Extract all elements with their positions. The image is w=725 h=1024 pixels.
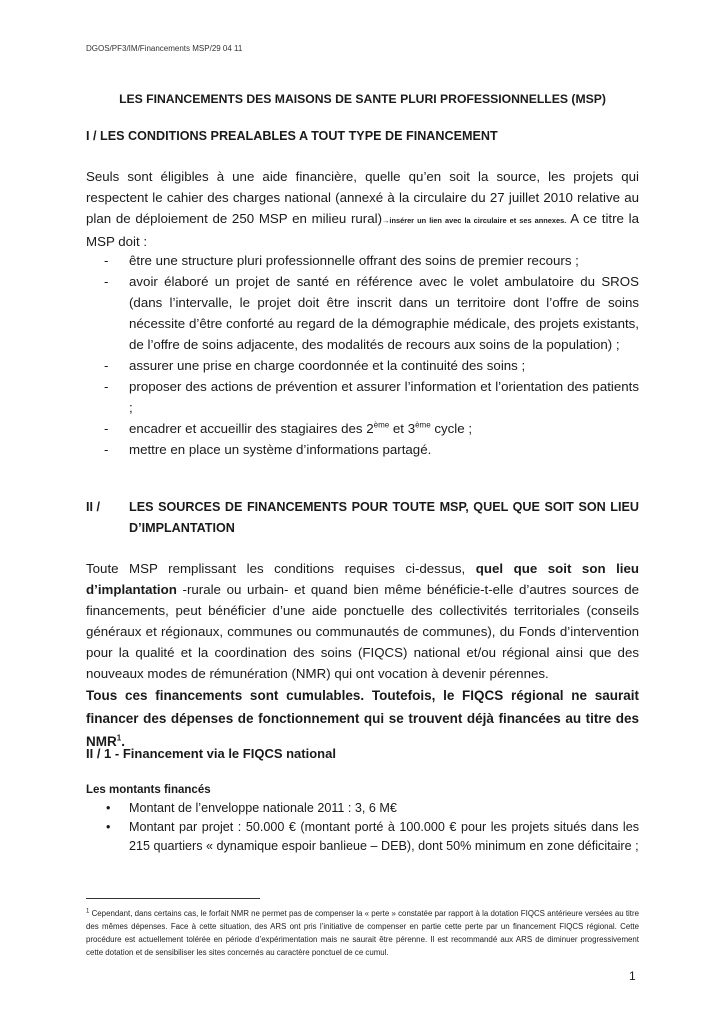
list-item-text: Montant par projet : 50.000 € (montant porté à 100.000 € pour les projets situés dans les 215 quartiers « dynamique espoir banlieue – DEB), dont 50% minimum en zone déficitaire ;	[129, 820, 639, 853]
section-1-heading: I / LES CONDITIONS PREALABLES A TOUT TYPE DE FINANCEMENT	[86, 129, 498, 143]
bullet-icon: •	[106, 820, 111, 834]
dash-marker: -	[104, 379, 109, 394]
superscript: ème	[415, 420, 431, 430]
dash-marker: -	[104, 442, 109, 457]
footnote-text: Cependant, dans certains cas, le forfait NMR ne permet pas de compenser la « perte » constatée par rapport à la dotation FIQCS antérieure versées au titre des mêmes dépenses. Face à cette situation, des ARS ont pris l’initiative de compenser en partie cette perte par un financement FIQCS régional. Cette procédure est actuellement tolérée en période d’expérimentation mais ne saurait être pérenne. Il est recommandé aux ARS de diminuer progressivement cette dotation et de sensibiliser les sites concernés au caractère ponctuel de ce cumul.	[86, 909, 639, 957]
page-number: 1	[629, 969, 636, 983]
document-reference: DGOS/PF3/IM/Financements MSP/29 04 11	[86, 44, 243, 53]
list-item-text: cycle ;	[430, 421, 473, 436]
conditions-list	[86, 250, 639, 460]
section-2-paragraph	[86, 558, 639, 684]
paragraph-text: -rurale ou urbain- et quand bien même bénéficie-t-elle d’autres sources de financements, peut bénéficier d’une aide ponctuelle des collectivités territoriales (conseils généraux et régionaux, communes ou communautés de communes), du Fonds d’intervention pour la qualité et la coordination des soins (FIQCS) national et/ou régional ainsi que des nouveaux modes de rémunération (NMR) qui ont vocation à devenir pérennes.	[86, 582, 639, 681]
footnote-ref[interactable]: 1	[116, 733, 122, 743]
bullet-icon: •	[106, 801, 111, 815]
dash-marker: -	[104, 358, 109, 373]
intro-end: A ce titre la MSP doit :	[86, 211, 639, 249]
intro-text: Seuls sont éligibles à une aide financière, quelle qu’en soit la source, les projets qui respectent le cahier des charges national (annexé à la circulaire du 27 juillet 2010 relative au plan de déploiement de 250 MSP en milieu rural)	[86, 169, 639, 226]
list-item-text: mettre en place un système d’informations partagé.	[129, 442, 432, 457]
amounts-heading: Les montants financés	[86, 784, 211, 796]
list-item	[86, 418, 639, 439]
section-2-number: II /	[86, 500, 100, 514]
amounts-list	[86, 799, 639, 856]
page-title: LES FINANCEMENTS DES MAISONS DE SANTE PLURI PROFESSIONNELLES (MSP)	[119, 92, 606, 106]
section-2-heading	[86, 497, 639, 539]
list-item	[86, 250, 639, 271]
paragraph-text: Toute MSP remplissant les conditions requises ci-dessus,	[86, 561, 476, 576]
list-item-text: être une structure pluri professionnelle offrant des soins de premier recours ;	[129, 253, 579, 268]
list-item-text: assurer une prise en charge coordonnée et la continuité des soins ;	[129, 358, 526, 373]
list-item	[86, 799, 639, 818]
list-item	[86, 439, 639, 460]
list-item	[86, 355, 639, 376]
subsection-heading: II / 1 - Financement via le FIQCS national	[86, 746, 336, 761]
list-item-text: proposer des actions de prévention et assurer l’information et l’orientation des patients ;	[129, 379, 639, 415]
cumulative-note	[86, 684, 639, 753]
footnote	[86, 907, 639, 959]
list-item	[86, 818, 639, 856]
bold-paragraph-end: .	[121, 734, 125, 749]
bold-text: quel que soit son lieu d’implantation	[86, 561, 640, 597]
dash-marker: -	[104, 421, 109, 436]
list-item-text: et 3	[389, 421, 416, 436]
bold-paragraph-text: Tous ces financements sont cumulables. Toutefois, le FIQCS régional ne saurait financer des dépenses de fonctionnement qui se trouvent déjà financées au titre des NMR	[86, 688, 639, 749]
dash-marker: -	[104, 274, 109, 289]
list-item-text: Montant de l’enveloppe nationale 2011 : 3, 6 M€	[129, 801, 397, 815]
list-item-text: avoir élaboré un projet de santé en référence avec le volet ambulatoire du SROS (dans l’intervalle, le projet doit être inscrit dans un territoire dont l’offre de soins nécessite d’être conforté au regard de la démographie médicale, des projets existants, de l’offre de soins adjacente, des modalités de recours aux soins de la population) ;	[129, 274, 639, 352]
list-item	[86, 271, 639, 355]
section-2-title: LES SOURCES DE FINANCEMENTS POUR TOUTE MSP, QUEL QUE SOIT SON LIEU D’IMPLANTATION	[129, 500, 639, 535]
list-item	[86, 376, 639, 418]
footnote-number: 1	[86, 908, 90, 915]
list-item-text: encadrer et accueillir des stagiaires des 2	[129, 421, 374, 436]
footnote-separator	[86, 898, 260, 899]
section-1-intro	[86, 166, 639, 252]
superscript: ème	[373, 420, 390, 430]
editor-note: →insérer un lien avec la circulaire et ses annexes.	[382, 216, 567, 225]
dash-marker: -	[104, 253, 109, 268]
